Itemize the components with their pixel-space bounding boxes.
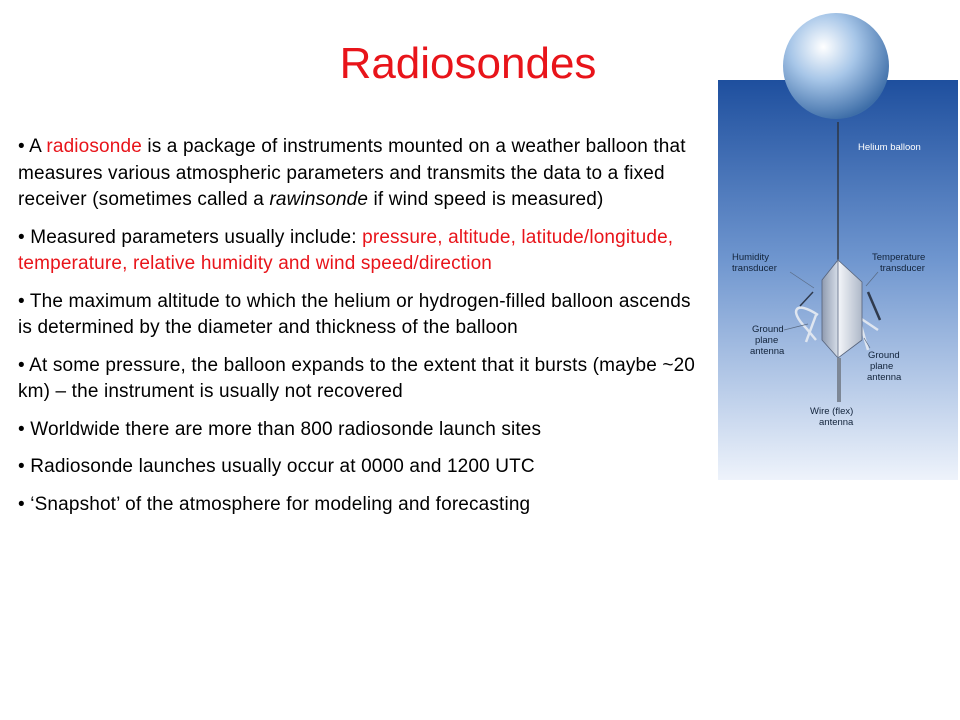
bullet-item xyxy=(18,134,708,214)
bullet-item xyxy=(18,225,708,278)
bullet-text: • At some pressure, the balloon expands to the extent that it bursts (maybe ~20 km) – the instrument is usually not recovered xyxy=(18,354,696,402)
bullet-text: • Radiosonde launches usually occur at 0000 and 1200 UTC xyxy=(18,456,535,477)
balloon xyxy=(783,13,889,119)
bullet-text: • Measured parameters usually include: xyxy=(18,226,363,248)
radiosonde-diagram xyxy=(718,10,958,482)
slide-title: Radiosondes xyxy=(339,39,597,88)
bullet-item xyxy=(18,353,708,406)
label-temperature-transducer: Temperature xyxy=(872,252,926,263)
bullet-item xyxy=(18,454,708,481)
label-helium-balloon: Helium balloon xyxy=(858,142,921,153)
term-rawinsonde: rawinsonde xyxy=(269,189,369,210)
bullet-text: • Worldwide there are more than 800 radiosonde launch sites xyxy=(18,418,542,440)
label-temperature-transducer: transducer xyxy=(880,263,925,274)
label-ground-plane-antenna-right: plane xyxy=(870,361,894,372)
term-radiosonde: radiosonde xyxy=(46,136,142,157)
bullet-item xyxy=(18,492,708,519)
bullet-text: • ‘Snapshot’ of the atmosphere for modeling and forecasting xyxy=(18,493,531,515)
bullet-text: if wind speed is measured) xyxy=(368,189,604,210)
bullet-list xyxy=(18,134,708,529)
bullet-text: • The maximum altitude to which the helium or hydrogen-filled balloon ascends is determined by the diameter and thickness of the balloon xyxy=(18,290,691,338)
label-ground-plane-antenna-left: antenna xyxy=(750,346,785,357)
parameter-list: pressure, altitude, latitude/longitude, temperature, relative humidity and wind speed/direction xyxy=(18,226,674,274)
bullet-text: is a package of instruments mounted on a weather balloon that measures various atmospheric parameters and transmits the data to a fixed receiver (sometimes called a xyxy=(18,136,686,210)
label-ground-plane-antenna-left: plane xyxy=(755,335,779,346)
label-ground-plane-antenna-right: Ground xyxy=(868,350,900,361)
bullet-item xyxy=(18,289,708,342)
label-wire-antenna: Wire (flex) xyxy=(810,406,854,417)
label-ground-plane-antenna-right: antenna xyxy=(867,372,902,383)
bullet-item xyxy=(18,417,708,444)
label-humidity-transducer: Humidity xyxy=(732,252,769,263)
label-humidity-transducer: transducer xyxy=(732,263,777,274)
bullet-text: • A xyxy=(18,136,47,157)
radiosonde-illustration xyxy=(718,10,958,482)
label-ground-plane-antenna-left: Ground xyxy=(752,324,784,335)
label-wire-antenna: antenna xyxy=(819,417,854,428)
